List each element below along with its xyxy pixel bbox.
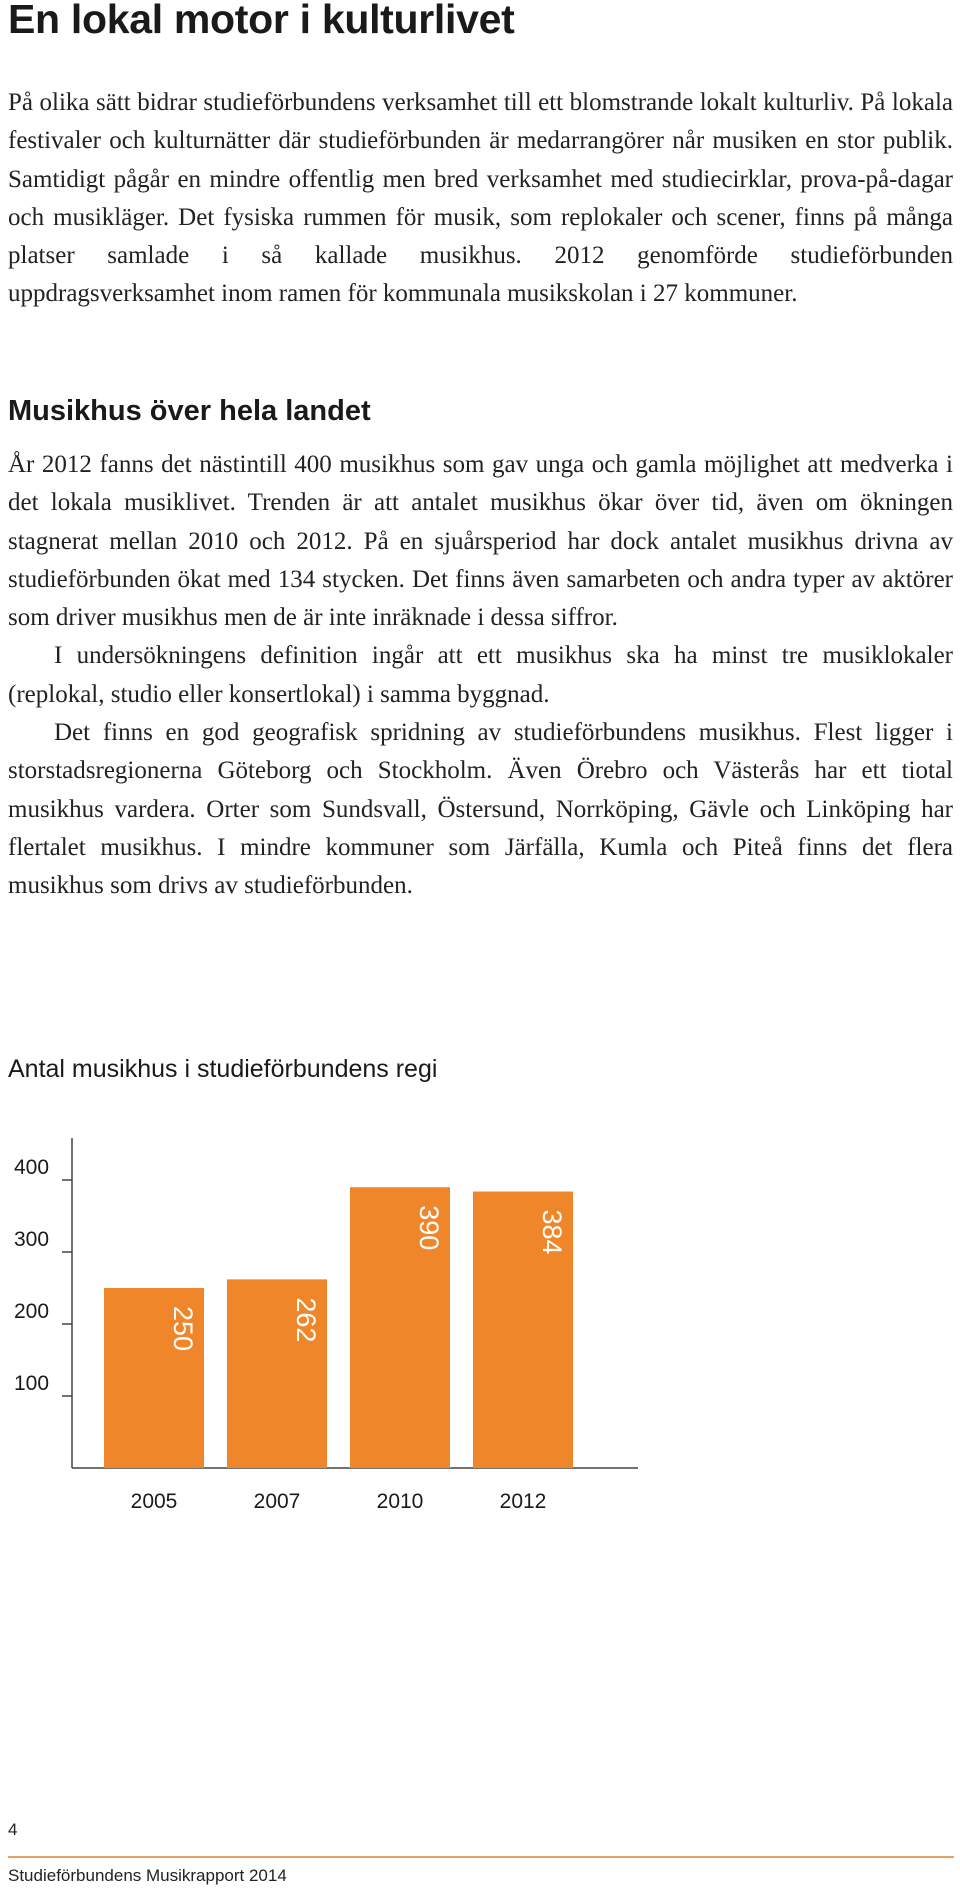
footer-publication: Studieförbundens Musikrapport 2014 [8, 1866, 287, 1885]
x-tick-label-2007: 2007 [253, 1490, 301, 1510]
page-number: 4 [8, 1820, 18, 1839]
bar-value-label-2012: 384 [537, 1209, 567, 1255]
section-paragraph-3: Det finns en god geografisk spridning av studieförbundens musikhus. Flest ligger i storstadsregionerna Göteborg och Stockholm. Även Örebro och Västerås har ett tiotal musikhus vardera. Orter som Sundsvall, Östersund, Norrköping, Gävle och Linköping har flertalet musikhus. I mindre kommuner som Järfälla, Kumla och Piteå finns det flera musikhus som drivs av studieförbunden. [8, 719, 953, 900]
y-tick-label-400: 400 [14, 1156, 50, 1179]
section-text-block [8, 446, 953, 906]
page-title: En lokal motor i kulturlivet [8, 0, 515, 42]
bar-value-label-2007: 262 [291, 1297, 321, 1343]
section-paragraph-1: År 2012 fanns det nästintill 400 musikhus som gav unga och gamla möjlighet att medverka i det lokala musiklivet. Trenden är att antalet musikhus ökar över tid, även om ökningen stagnerat mellan 2010 och 2012. På en sjuårsperiod har dock antalet musikhus drivna av studieförbunden ökat med 134 stycken. Det finns även samarbeten och andra typer av aktörer som driver musikhus men de är inte inräknade i dessa siffror. [8, 451, 953, 632]
intro-paragraph: På olika sätt bidrar studieförbundens verksamhet till ett blomstrande lokalt kulturliv. På lokala festivaler och kulturnätter där studieförbunden är medarrangörer når musiken en stor publik. Samtidigt pågår en mindre offentlig men bred verksamhet med studiecirklar, prova-på-dagar och musikläger. Det fysiska rummen för musik, som replokaler och scener, finns på många platser samlade i så kallade musikhus. 2012 genomförde studieförbunden uppdragsverksamhet inom ramen för kommunala musikskolan i 27 kommuner. [8, 89, 953, 308]
bar-chart [0, 1110, 960, 1510]
y-tick-label-300: 300 [14, 1228, 50, 1251]
x-tick-label-2005: 2005 [130, 1490, 178, 1510]
bar-value-label-2010: 390 [414, 1205, 444, 1251]
x-tick-label-2012: 2012 [499, 1490, 547, 1510]
intro-text-block [8, 84, 953, 314]
footer-rule [8, 1856, 954, 1858]
section-paragraph-2: I undersökningens definition ingår att ett musikhus ska ha minst tre musiklokaler (replokal, studio eller konsertlokal) i samma byggnad. [8, 642, 953, 708]
y-tick-label-200: 200 [14, 1300, 50, 1323]
x-tick-label-2010: 2010 [376, 1490, 424, 1510]
bar-value-label-2005: 250 [168, 1306, 198, 1352]
section-heading: Musikhus över hela landet [8, 395, 371, 427]
chart-title: Antal musikhus i studieförbundens regi [8, 1055, 438, 1083]
y-tick-label-100: 100 [14, 1372, 50, 1395]
